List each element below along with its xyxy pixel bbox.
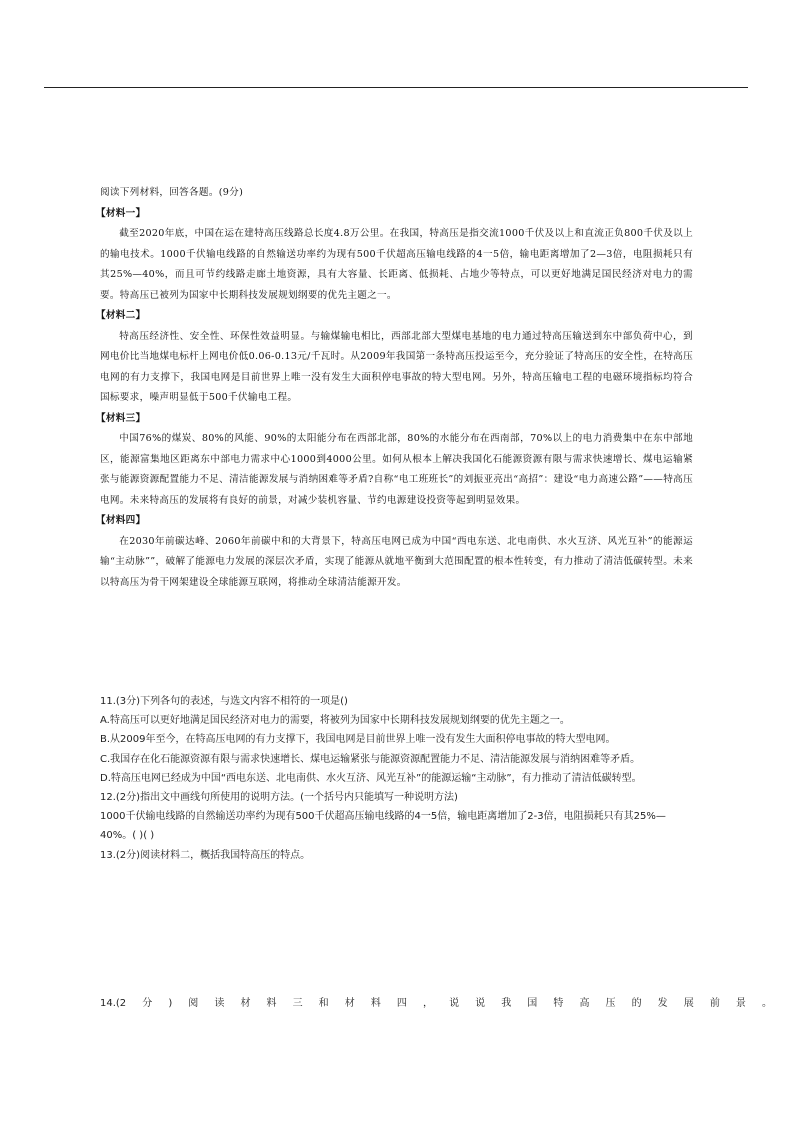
q14-stem: 14.(2分)阅读材料三和材料四，说说我国特高压的发展前景。 [100, 998, 772, 1009]
q11-option-d: D.特高压电网已经成为中国“西电东送、北电南供、水火互济、风光互补”的能源运输“主动脉”，有力推动了清洁低碳转型。 [100, 772, 642, 784]
reading-instruction: 阅读下列材料，回答各题。(9分) [100, 187, 244, 198]
material-2-label: 【材料二】 [96, 310, 146, 321]
q11-option-b: B.从2009年至今，在特高压电网的有力支撑下，我国电网是目前世界上唯一没有发生大面积停电事故的特大型电网。 [100, 734, 616, 746]
question-list [100, 692, 693, 865]
q11-stem: 11.(3分)下列各句的表述，与选文内容不相符的一项是() [100, 696, 348, 707]
header-rule [44, 87, 748, 88]
q13-stem: 13.(2分)阅读材料二，概括我国特高压的特点。 [100, 849, 311, 861]
material-3-label: 【材料三】 [96, 412, 146, 424]
material-4-text: 在2030年前碳达峰、2060年前碳中和的大背景下，特高压电网已成为中国“西电东送、北电南供、水火互济、风光互补”的能源运输“主动脉””，破解了能源电力发展的深层次矛盾，实现了能源从就地平衡到大范围配置的根本性转变，有力推动了清洁低碳转型。未来以特高压为骨干网架建设全球能源互联网，将推动全球清洁能源开发。 [100, 535, 693, 588]
material-1-text: 截至2020年底，中国在运在建特高压线路总长度4.8万公里。在我国，特高压是指交流1000千伏及以上和直流正负800千伏及以上的输电技术。1000千伏输电线路的自然输送功率约为现有500千伏超高压输电线路的4一5倍，输电距离增加了2—3倍，电阻损耗只有其25%—40%，而且可节约线路走廊土地资源，具有大容量、长距离、低损耗、占地少等特点，可以更好地满足国民经济对电力的需要。特高压已被列为国家中长期科技发展规划纲要的优先主题之一。 [100, 228, 693, 301]
q12-stem: 12.(2分)指出文中画线句所使用的说明方法。(一个括号内只能填写一种说明方法) [100, 792, 458, 804]
material-2-text: 特高压经济性、安全性、环保性效益明显。与输煤输电相比，西部北部大型煤电基地的电力通过特高压输送到东中部负荷中心，到网电价比当地煤电标杆上网电价低0.06-0.13元/千瓦时。从2009年我国第一条特高压投运至今，充分验证了特高压的安全性，在特高压电网的有力支撑下，我国电网是目前世界上唯一没有发生大面积停电事故的特大型电网。另外，特高压输电工程的电磁环境指标均符合国标要求，噪声明显低于500千伏输电工程。 [100, 330, 693, 403]
q11-option-c: C.我国存在化石能源资源有限与需求快速增长、煤电运输紧张与能源资源配置能力不足、清洁能源发展与消纳困难等矛盾。 [100, 753, 641, 765]
q11-option-a: A.特高压可以更好地满足国民经济对电力的需要，将被列为国家中长期科技发展规划纲要的优先主题之一。 [100, 715, 570, 727]
reading-materials [96, 183, 693, 593]
material-3-text: 中国76%的煤炭、80%的风能、90%的太阳能分布在西部北部，80%的水能分布在西南部，70%以上的电力消费集中在东中部地区，能源富集地区距离东中部电力需求中心1000到4000公里。如何从根本上解决我国化石能源资源有限与需求快速增长、煤电运输紧张与能源资源配置能力不足、清洁能源发展与消纳困难等矛盾?自称“电工班班长”的刘振亚亮出“高招”：建设“电力高速公路”——特高压电网。未来特高压的发展将有良好的前景，对减少装机容量、节约电源建设投资等起到明显效果。 [100, 433, 693, 506]
material-4-label: 【材料四】 [96, 515, 146, 526]
q12-sentence: 1000千伏输电线路的自然输送功率约为现有500千伏超高压输电线路的4一5倍，输电距离增加了2-3倍，电阻损耗只有其25%—40%。( )( ) [100, 811, 666, 842]
material-1-label: 【材料一】 [96, 207, 146, 219]
